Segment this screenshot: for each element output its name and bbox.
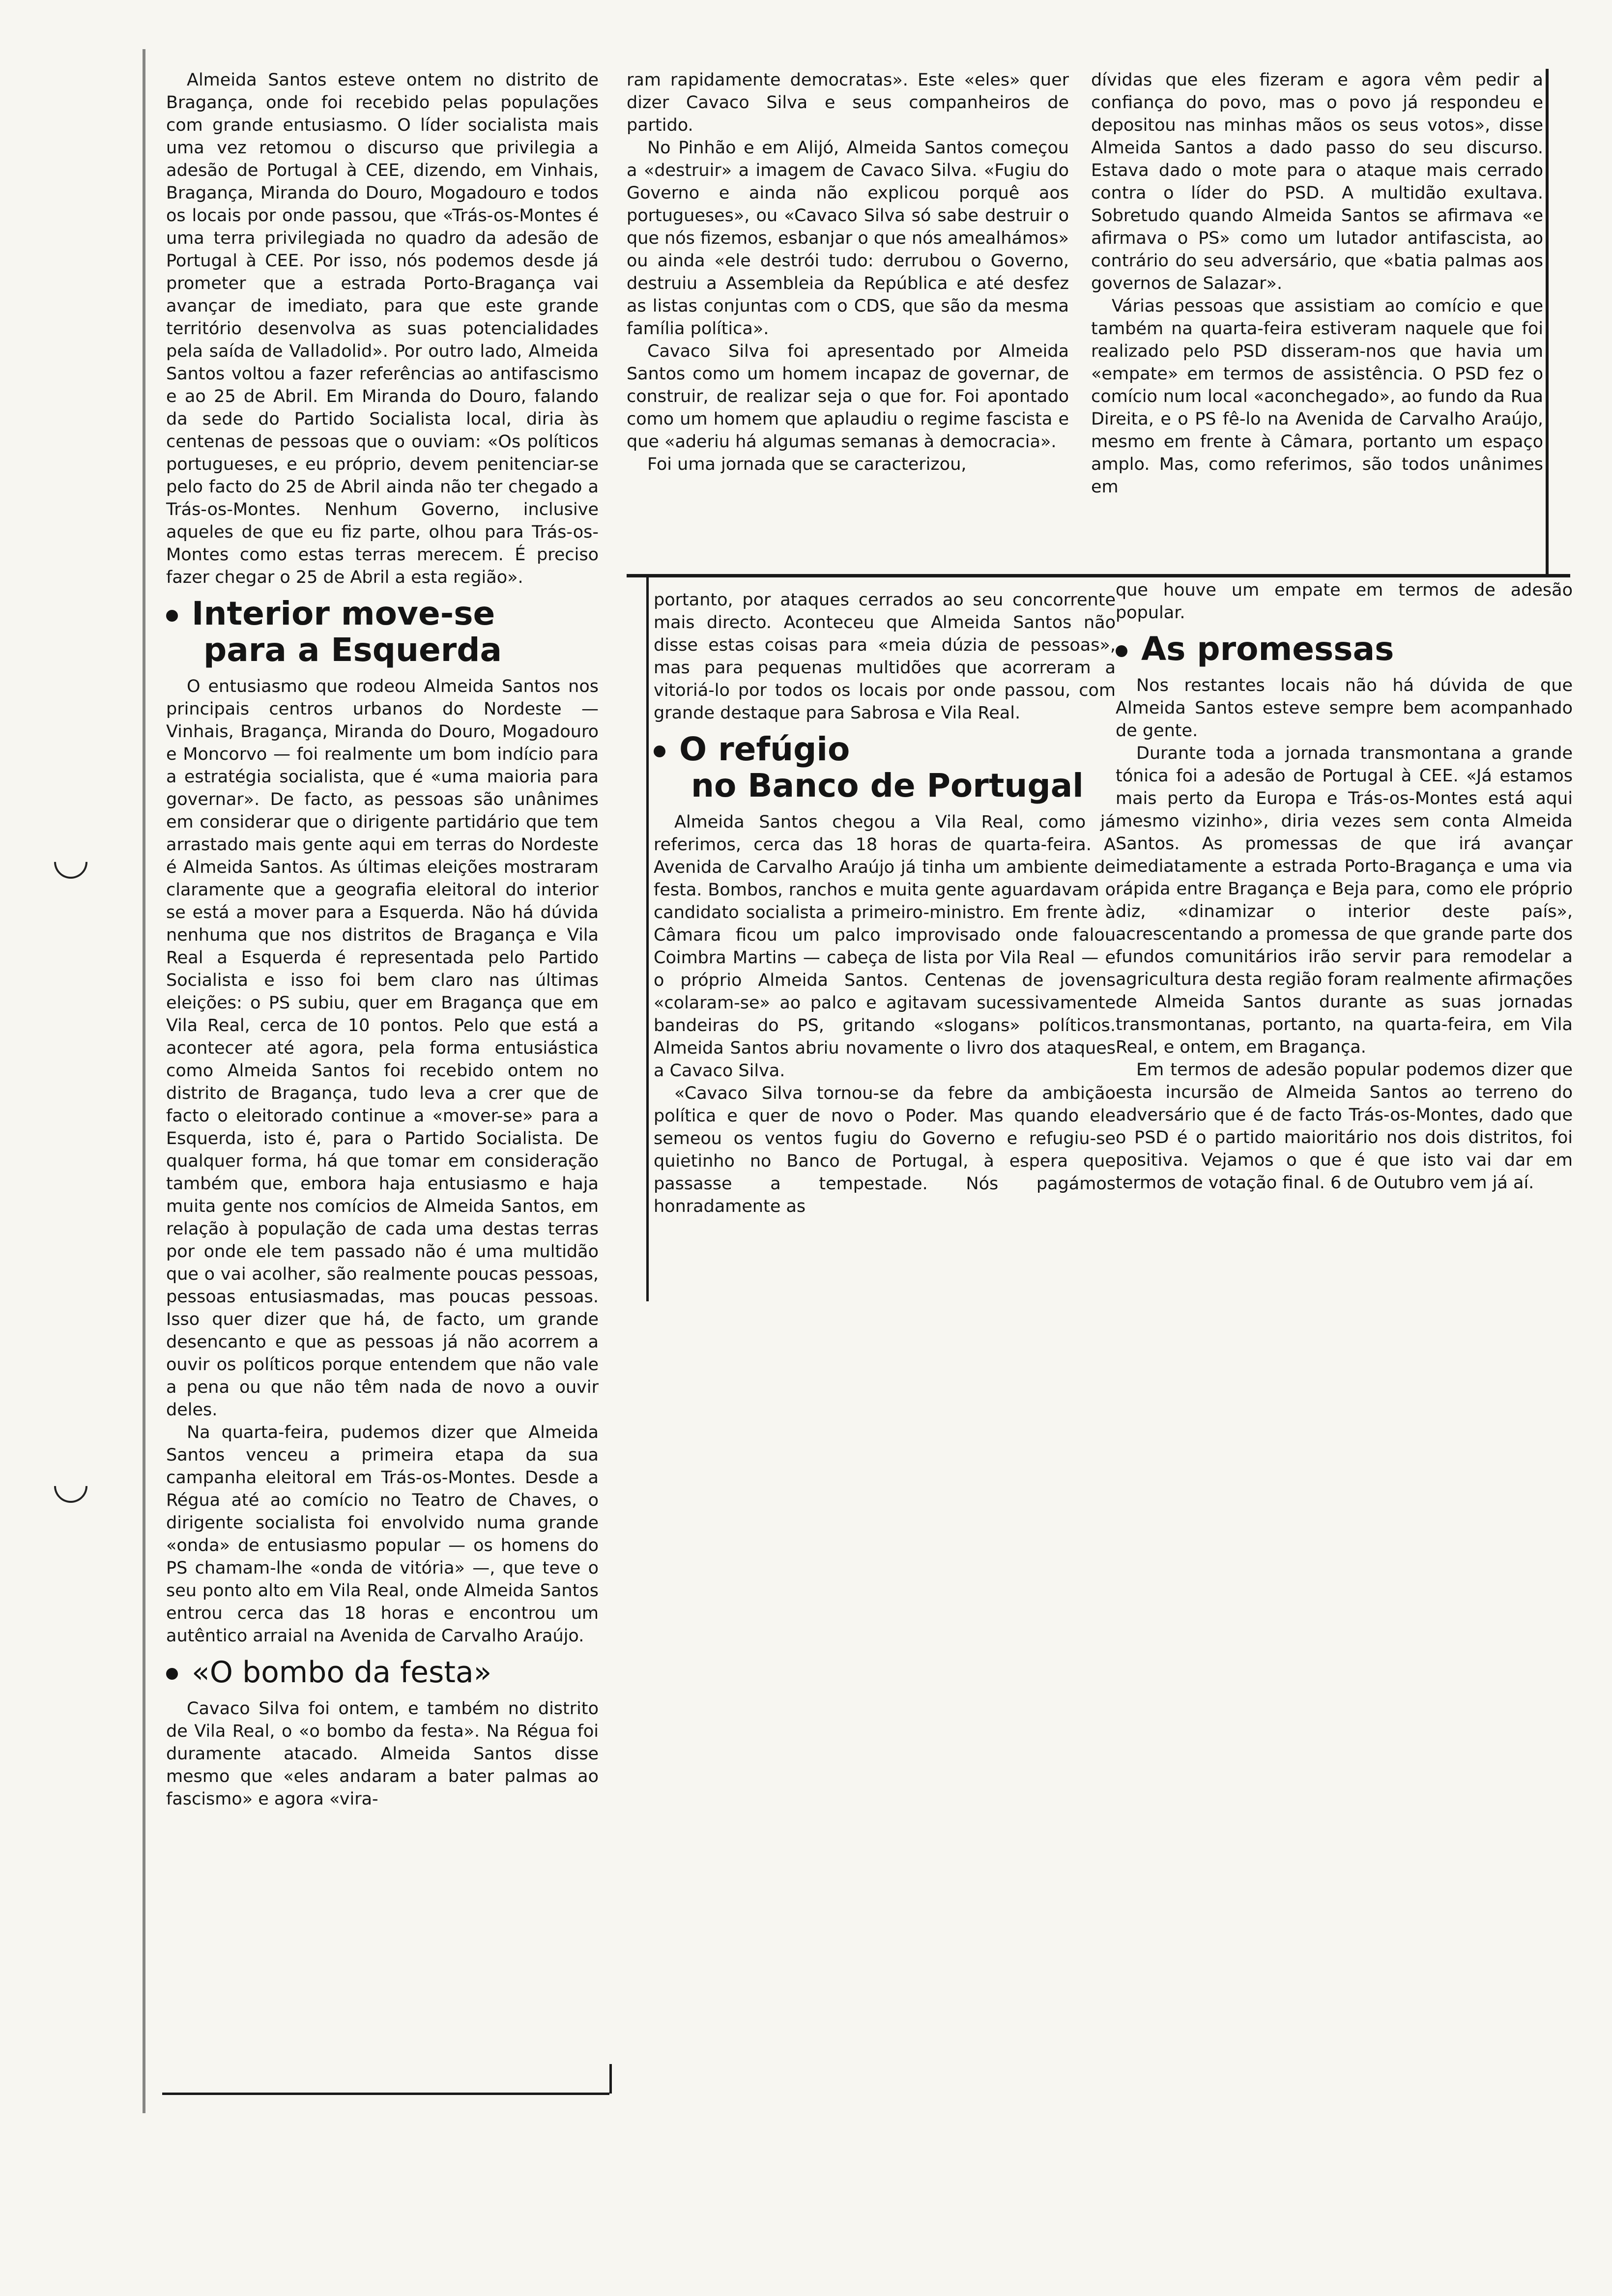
box-rule	[627, 574, 1570, 577]
bullet-icon	[1116, 645, 1127, 657]
paragraph: Almeida Santos chegou a Vila Real, como já referimos, cerca das 18 horas de quarta-feira. A Avenida de Carvalho Araújo já tinha um ambiente de festa. Bombos, ranchos e muita gente aguardavam o candidato socialista a primeiro-ministro. Em frente à Câmara ficou um palco improvisado onde falou Coimbra Martins — cabeça de lista por Vila Real — e o próprio Almeida Santos. Centenas de jovens «colaram-se» ao palco e agitavam sucessivamente bandeiras do PS, gritando «slogans» políticos. Almeida Santos abriu novamente o livro dos ataques a Cavaco Silva.	[654, 812, 1116, 1081]
punch-hole-mark	[47, 838, 94, 886]
bullet-icon	[654, 746, 665, 757]
section-heading-bombo	[166, 1654, 599, 1691]
paragraph: Cavaco Silva foi apresentado por Almeida Santos como um homem incapaz de governar, de construir, de realizar seja o que for. Foi apontado como um homem que aplaudiu o regime fascista e que «aderiu há algumas semanas à democracia».	[627, 342, 1069, 452]
paragraph: que houve um empate em termos de adesão popular.	[1116, 580, 1573, 623]
box-rule	[646, 574, 649, 1301]
paragraph: No Pinhão e em Alijó, Almeida Santos começou a «destruir» a imagem de Cavaco Silva. «Fugiu do Governo e ainda não explicou porquê aos portugueses», ou «Cavaco Silva só sabe destruir o que nós fizemos, esbanjar o que nós amealhámos» ou ainda «ele destrói tudo: derrubou o Governo, destruiu a Assembleia da República e até desfez as listas conjuntas com o CDS, que são da mesma família política».	[627, 138, 1069, 339]
heading-line: O refúgio	[679, 730, 850, 768]
paragraph: Foi uma jornada que se caracterizou,	[647, 455, 967, 474]
article-column-3-lower	[1116, 579, 1573, 1194]
paragraph: dívidas que eles fizeram e agora vêm pedir a confiança do povo, mas o povo já respondeu e depositou nas minhas mãos os seus votos», disse Almeida Santos a dado passo do seu discurso. Estava dado o mote para o ataque mais cerrado contra o líder do PSD. A multidão exultava. Sobretudo quando Almeida Santos se afirmava «e afirmava o PS» como um lutador antifascista, ao contrário do seu adversário, que «batia palmas aos governos de Salazar».	[1091, 70, 1543, 293]
paragraph: ram rapidamente democratas». Este «eles» quer dizer Cavaco Silva e seus companheiros de partido.	[627, 70, 1069, 135]
paragraph: Várias pessoas que assistiam ao comício e que também na quarta-feira estiveram naquele que foi realizado pelo PSD disseram-nos que havia um «empate» em termos de assistência. O PSD fez o comício num local «aconchegado», ao fundo da Rua Direita, e o PS fê-lo na Avenida de Carvalho Araújo, mesmo em frente à Câmara, portanto um espaço amplo. Mas, como referimos, são todos unânimes em	[1091, 296, 1543, 497]
heading-line: Interior move-se	[192, 595, 495, 632]
section-heading-refugio	[654, 731, 1116, 804]
paragraph: «Cavaco Silva tornou-se da febre da ambição política e quer de novo o Poder. Mas quando ele semeou os ventos fugiu do Governo e refugiu-se quietinho no Banco de Portugal, à espera que passasse a tempestade. Nós pagámos honradamente as	[654, 1084, 1116, 1216]
section-heading-interior	[166, 596, 599, 668]
heading-line: As promessas	[1141, 630, 1394, 668]
section-heading-promessas	[1116, 631, 1573, 667]
bullet-icon	[166, 610, 178, 622]
heading-line: no Banco de Portugal	[691, 767, 1084, 804]
article-column-1	[166, 69, 599, 1810]
article-column-2-lower	[654, 589, 1116, 1218]
punch-hole-mark	[47, 1463, 94, 1510]
box-rule	[1546, 69, 1549, 577]
bullet-icon	[166, 1668, 178, 1680]
article-column-2	[627, 69, 1069, 476]
paragraph: Cavaco Silva foi ontem, e também no distrito de Vila Real, o «o bombo da festa». Na Régua foi duramente atacado. Almeida Santos disse mesmo que «eles andaram a bater palmas ao fascismo» e agora «vira-	[166, 1699, 599, 1809]
heading-line: «O bombo da festa»	[192, 1655, 492, 1690]
paragraph: Em termos de adesão popular podemos dizer que esta incursão de Almeida Santos ao terreno do adversário que é de facto Trás-os-Montes, dado que o PSD é o partido maioritário nos dois distritos, foi positiva. Vejamos o que é que isto vai dar em termos de votação final. 6 de Outubro vem já aí.	[1116, 1060, 1573, 1193]
paragraph: Na quarta-feira, pudemos dizer que Almeida Santos venceu a primeira etapa da sua campanha eleitoral em Trás-os-Montes. Desde a Régua até ao comício no Teatro de Chaves, o dirigente socialista foi envolvido numa grande «onda» de entusiasmo popular — os homens do PS chamam-lhe «onda de vitória» —, que teve o seu ponto alto em Vila Real, onde Almeida Santos entrou cerca das 18 horas e encontrou um autêntico arraial na Avenida de Carvalho Araújo.	[166, 1423, 599, 1646]
paragraph: O entusiasmo que rodeou Almeida Santos nos principais centros urbanos do Nordeste — Vinhais, Bragança, Miranda do Douro, Mogadouro e Moncorvo — foi realmente um bom indício para a estratégia socialista, que é «uma maioria para governar». De facto, as pessoas são unânimes em considerar que o dirigente partidário que tem arrastado mais gente aqui em terras do Nordeste é Almeida Santos. As últimas eleições mostraram claramente que a geografia eleitoral do interior se está a mover para a Esquerda. Não há dúvida nenhuma que nos distritos de Bragança e Vila Real a Esquerda é representada pelo Partido Socialista e isso foi bem claro nas últimas eleições: o PS subiu, quer em Bragança que em Vila Real, cerca de 10 pontos. Pelo que está a acontecer até agora, pela forma entusiástica como Almeida Santos foi recebido ontem no distrito de Bragança, tudo leva a crer que de facto o eleitorado continue a «mover-se» para a Esquerda, isto é, para o Partido Socialista. De qualquer forma, há que tomar em consideração também que, embora haja entusiasmo e haja muita gente nos comícios de Almeida Santos, em relação à população de cada uma destas terras por onde ele tem passado não é uma multidão que o vai acolher, são realmente poucas pessoas, pessoas entusiasmadas, mas poucas pessoas. Isso quer dizer que há, de facto, um grande desencanto e que as pessoas já não acorrem a ouvir os políticos porque entendem que não vale a pena ou que não têm nada de novo a ouvir deles.	[166, 677, 599, 1420]
paragraph: Nos restantes locais não há dúvida de que Almeida Santos esteve sempre bem acompanhado de gente.	[1116, 676, 1573, 741]
paragraph: Durante toda a jornada transmontana a grande tónica foi a adesão de Portugal à CEE. «Já estamos mais perto da Europa e Trás-os-Montes está aqui mesmo vizinho», diria vezes sem conta Almeida Santos. As promessas de que irá avançar imediatamente a estrada Porto-Bragança e uma via rápida entre Bragança e Beja para, como ele próprio diz, «dinamizar o interior deste país», acrescentando a promessa de que grande parte dos fundos comunitários irão servir para remodelar a agricultura desta região foram realmente afirmações de Almeida Santos durante as suas jornadas transmontanas, portanto, na quarta-feira, em Vila Real, e ontem, em Bragança.	[1116, 744, 1573, 1057]
heading-line: para a Esquerda	[203, 631, 502, 669]
box-rule	[609, 2064, 612, 2094]
paragraph: portanto, por ataques cerrados ao seu concorrente mais directo. Aconteceu que Almeida Santos não disse estas coisas para «meia dúzia de pessoas», mas para pequenas multidões que acorreram a vitoriá-lo por todos os locais por onde passou, com grande destaque para Sabrosa e Vila Real.	[654, 590, 1116, 723]
box-rule	[162, 2093, 609, 2095]
scan-edge	[143, 49, 145, 2113]
paragraph: Almeida Santos esteve ontem no distrito de Bragança, onde foi recebido pelas populações com grande entusiasmo. O líder socialista mais uma vez retomou o discurso que privilegia a adesão de Portugal à CEE, dizendo, em Vinhais, Bragança, Miranda do Douro, Mogadouro e todos os locais por onde passou, que «Trás-os-Montes é uma terra privilegiada no quadro da adesão de Portugal à CEE. Por isso, nós podemos desde já prometer que a estrada Porto-Bragança vai avançar de imediato, para que este grande território desenvolva as suas potencialidades pela saída de Valladolid». Por outro lado, Almeida Santos voltou a fazer referências ao antifascismo e ao 25 de Abril. Em Miranda do Douro, falando da sede do Partido Socialista local, diria às centenas de pessoas que o ouviam: «Os políticos portugueses, e eu próprio, devem penitenciar-se pelo facto do 25 de Abril ainda não ter chegado a Trás-os-Montes. Nenhum Governo, inclusive aqueles de que eu fiz parte, olhou para Trás-os-Montes como estas terras merecem. É preciso fazer chegar o 25 de Abril a esta região».	[166, 70, 599, 587]
article-column-3	[1091, 69, 1543, 498]
